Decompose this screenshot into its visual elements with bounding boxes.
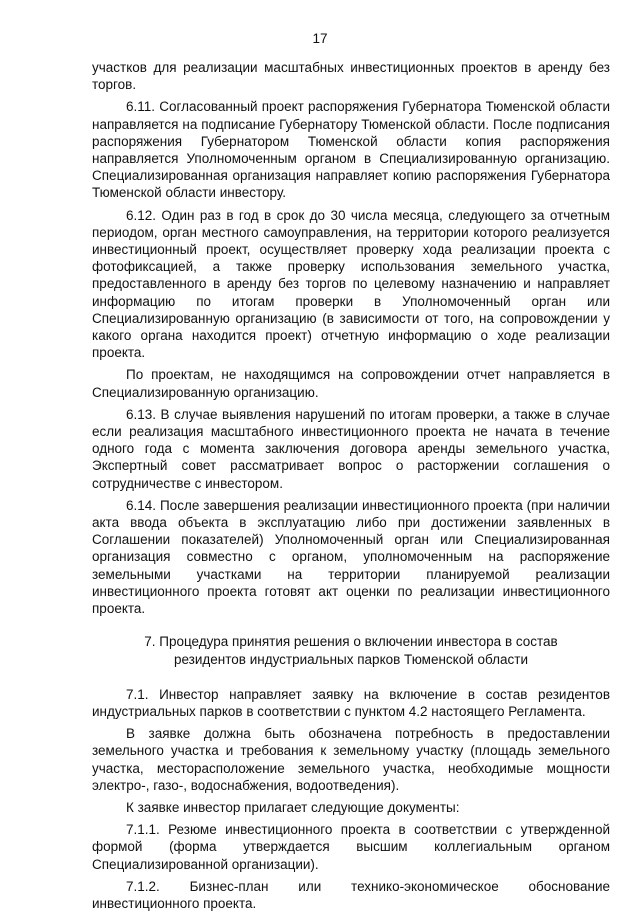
section-heading: [92, 633, 610, 667]
paragraph-attached-documents: К заявке инвестор прилагает следующие документы:: [126, 799, 460, 815]
paragraph-projects-note: По проектам, не находящимся на сопровождении отчет направляется в Специализированную организацию.: [92, 367, 610, 400]
paragraph-6-13: 6.13. В случае выявления нарушений по итогам проверки, а также в случае если реализация масштабного инвестиционного проекта не начата в течение одного года с момента заключения договора аренды земельного участка, Экспертный совет рассматривает вопрос о расторжении соглашения о сотрудничестве с инвестором.: [92, 406, 610, 491]
section-heading-line-2: резидентов индустриальных парков Тюменской области: [173, 651, 529, 667]
paragraph-7-1: 7.1. Инвестор направляет заявку на включение в состав резидентов индустриальных парков в соответствии с пунктом 4.2 настоящего Регламента.: [92, 686, 610, 719]
paragraph-application-requirements: В заявке должна быть обозначена потребность в предоставлении земельного участка и требования к земельному участку (площадь земельного участка, месторасположение земельного участка, необходимые мощности электро-, газо-, водоснабжения, водоотведения).: [92, 726, 610, 793]
page-number: 17: [312, 31, 328, 46]
paragraph-7-1-1: 7.1.1. Резюме инвестиционного проекта в соответствии с утвержденной формой (форма утверждается высшим коллегиальным органом Специализированной организации).: [92, 822, 610, 872]
paragraph-continuation: участков для реализации масштабных инвестиционных проектов в аренду без торгов.: [92, 60, 610, 93]
paragraph-6-11: 6.11. Согласованный проект распоряжения Губернатора Тюменской области направляется на подписание Губернатору Тюменской области. После подписания распоряжения Губернатором Тюменской области копия распоряжения направляется Уполномоченным органом в Специализированную организацию. Специализированная организация направляет копию распоряжения Губернатора Тюменской области инвестору.: [92, 99, 610, 201]
paragraph-6-12: 6.12. Один раз в год в срок до 30 числа месяца, следующего за отчетным периодом, орган местного самоуправления, на территории которого реализуется инвестиционный проект, осуществляет проверку хода реализации проекта с фотофиксацией, а также проверку использования земельного участка, предоставленного в аренду без торгов по целевому назначению и направляет информацию по итогам проверки в Уполномоченный орган или Специализированную организацию (в зависимости от того, на сопровождении у какого органа находится проект) отчетную информацию о ходе реализации проекта.: [92, 207, 610, 361]
paragraph-6-14: 6.14. После завершения реализации инвестиционного проекта (при наличии акта ввода объекта в эксплуатацию либо при достижении заявленных в Соглашении показателей) Уполномоченный орган или Специализированная организация совместно с органом, уполномоченным на распоряжение земельными участками на территории планируемой реализации инвестиционного проекта готовят акт оценки по реализации инвестиционного проекта.: [92, 497, 610, 617]
document-body: [92, 59, 610, 917]
paragraph-7-1-2: 7.1.2. Бизнес-план или технико-экономическое обоснование инвестиционного проекта.: [92, 878, 610, 911]
section-heading-line-1: 7. Процедура принятия решения о включении инвестора в состав: [144, 634, 558, 650]
